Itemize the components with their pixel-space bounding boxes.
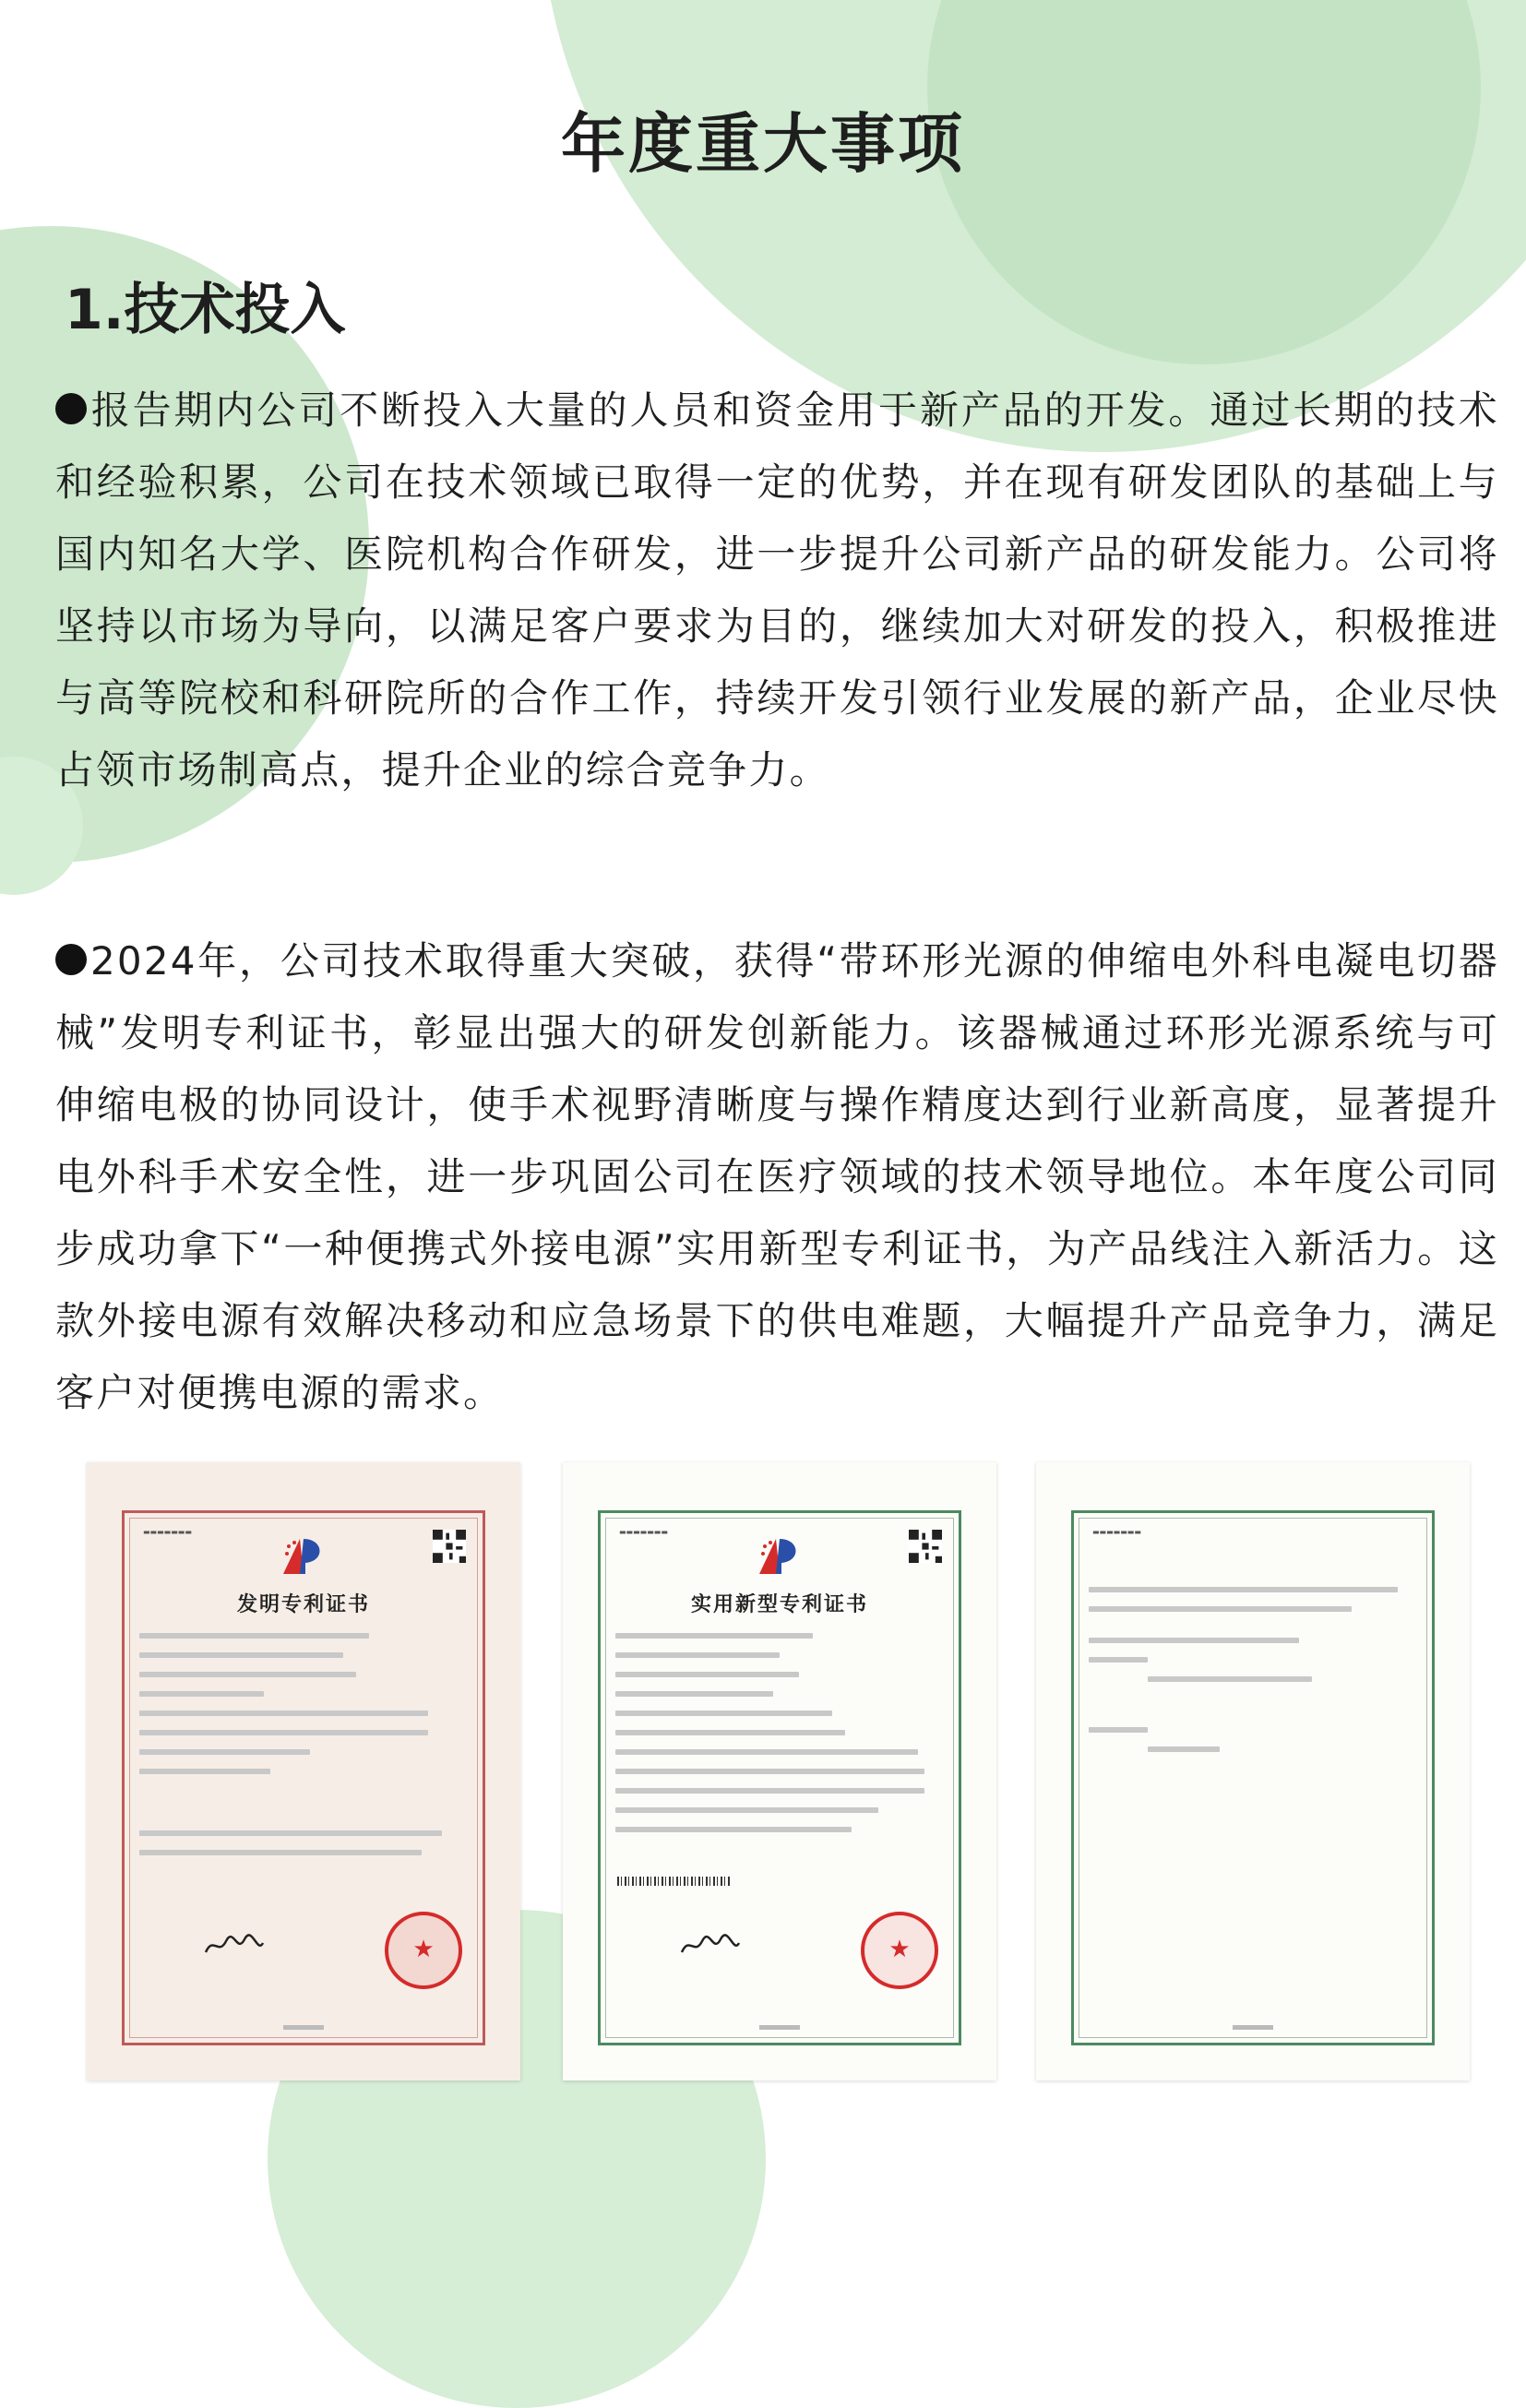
page-indicator-placeholder — [1233, 2025, 1273, 2030]
paragraph-patents — [55, 925, 1499, 1429]
qr-code-icon — [909, 1530, 942, 1563]
cnipa-emblem-icon — [752, 1533, 807, 1580]
certificate-images — [87, 1462, 1471, 2080]
barcode-icon — [617, 1877, 732, 1886]
bullet-icon — [55, 393, 87, 424]
certificate-frame — [598, 1510, 961, 2045]
certificate-number-placeholder: ▬▬▬▬▬▬▬ — [619, 1528, 668, 1536]
certificate-details-placeholder — [615, 1633, 944, 1846]
utility-model-certificate-page-2 — [1036, 1462, 1470, 2080]
certificate-title: 实用新型专利证书 — [690, 1592, 868, 1616]
certificate-frame — [1071, 1510, 1435, 2045]
certificate-number-placeholder: ▬▬▬▬▬▬▬ — [1092, 1528, 1141, 1536]
certificate-details-placeholder — [139, 1633, 468, 1869]
paragraph-text: 报告期内公司不断投入大量的人员和资金用于新产品的开发。通过长期的技术和经验积累，公司在技术领域已取得一定的优势，并在现有研发团队的基础上与国内知名大学、医院机构合作研发，进一步提升公司新产品的研发能力。公司将坚持以市场为导向，以满足客户要求为目的，继续加大对研发的投入，积极推进与高等院校和科研院所的合作工作，持续开发引领行业发展的新产品，企业尽快占领市场制高点，提升企业的综合竞争力。 — [55, 387, 1499, 793]
paragraph-tech-investment — [55, 375, 1499, 806]
cnipa-emblem-icon — [276, 1533, 331, 1580]
section-heading: 1.技术投入 — [65, 278, 346, 342]
page-indicator-placeholder — [759, 2025, 800, 2030]
qr-code-icon — [433, 1530, 466, 1563]
official-seal-icon — [385, 1912, 462, 1989]
official-seal-icon — [861, 1912, 938, 1989]
bullet-icon — [55, 944, 87, 975]
signature-icon — [202, 1934, 267, 1958]
page-title: 年度重大事项 — [561, 106, 965, 182]
certificate-frame — [122, 1510, 485, 2045]
paragraph-text: 2024年，公司技术取得重大突破，获得“带环形光源的伸缩电外科电凝电切器械”发明专利证书，彰显出强大的研发创新能力。该器械通过环形光源系统与可伸缩电极的协同设计，使手术视野清晰度与操作精度达到行业新高度，显著提升电外科手术安全性，进一步巩固公司在医疗领域的技术领导地位。本年度公司同步成功拿下“一种便携式外接电源”实用新型专利证书，为产品线注入新活力。这款外接电源有效解决移动和应急场景下的供电难题，大幅提升产品竞争力，满足客户对便携电源的需求。 — [55, 938, 1499, 1415]
certificate-number-placeholder: ▬▬▬▬▬▬▬ — [143, 1528, 192, 1536]
certificate-title: 发明专利证书 — [236, 1592, 370, 1616]
signature-icon — [678, 1934, 743, 1958]
page-indicator-placeholder — [283, 2025, 324, 2030]
invention-patent-certificate — [87, 1462, 520, 2080]
utility-model-certificate — [563, 1462, 996, 2080]
certificate-details-placeholder — [1089, 1587, 1417, 1766]
